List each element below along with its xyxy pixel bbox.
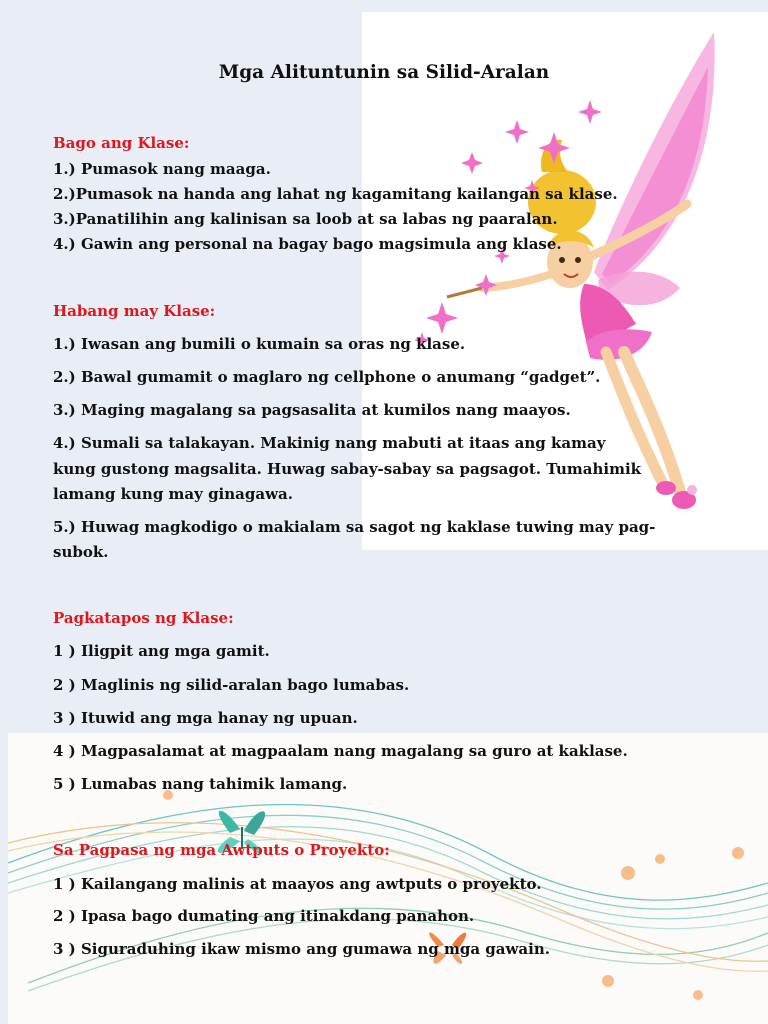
rule-item: 3 ) Siguraduhing ikaw mismo ang gumawa ng mga gawain. (53, 940, 550, 958)
rule-item-line: 5.) Huwag magkodigo o makialam sa sagot ng kaklase tuwing may pag- (53, 518, 656, 536)
section-heading-bago-ang-klase: Bago ang Klase: (53, 134, 190, 152)
rule-item: 2 ) Ipasa bago dumating ang itinakdang panahon. (53, 907, 475, 925)
rule-item: 3 ) Ituwid ang mga hanay ng upuan. (53, 709, 358, 727)
section-heading-habang-may-klase: Habang may Klase: (53, 302, 216, 320)
rule-item: 3.)Panatilihin ang kalinisan sa loob at sa labas ng paaralan. (53, 210, 558, 228)
rule-item: 1 ) Kailangang malinis at maayos ang awtputs o proyekto. (53, 875, 542, 893)
rule-item-line: kung gustong magsalita. Huwag sabay-sabay sa pagsagot. Tumahimik (53, 460, 642, 478)
rule-item: 2.)Pumasok na handa ang lahat ng kagamitang kailangan sa klase. (53, 185, 618, 203)
rule-item: 4 ) Magpasalamat at magpaalam nang magalang sa guro at kaklase. (53, 742, 628, 760)
rule-item-line: 4.) Sumali sa talakayan. Makinig nang mabuti at itaas ang kamay (53, 434, 606, 452)
rule-item: 3.) Maging magalang sa pagsasalita at kumilos nang maayos. (53, 401, 571, 419)
rule-item-line: lamang kung may ginagawa. (53, 485, 293, 503)
rule-item: 4.) Gawin ang personal na bagay bago magsimula ang klase. (53, 235, 562, 253)
rule-item-line: subok. (53, 543, 109, 561)
section-heading-pagkatapos-ng-klase: Pagkatapos ng Klase: (53, 609, 234, 627)
rule-item: 2.) Bawal gumamit o maglaro ng cellphone o anumang “gadget”. (53, 368, 601, 386)
rule-item: 1.) Iwasan ang bumili o kumain sa oras ng klase. (53, 335, 466, 353)
page-title: Mga Alituntunin sa Silid-Aralan (218, 62, 550, 83)
rule-item: 5 ) Lumabas nang tahimik lamang. (53, 775, 348, 793)
section-heading-sa-pagpasa: Sa Pagpasa ng mga Awtputs o Proyekto: (53, 841, 390, 859)
rule-item: 2 ) Maglinis ng silid-aralan bago lumabas. (53, 676, 410, 694)
rule-item: 1 ) Iligpit ang mga gamit. (53, 642, 270, 660)
rule-item: 1.) Pumasok nang maaga. (53, 160, 271, 178)
